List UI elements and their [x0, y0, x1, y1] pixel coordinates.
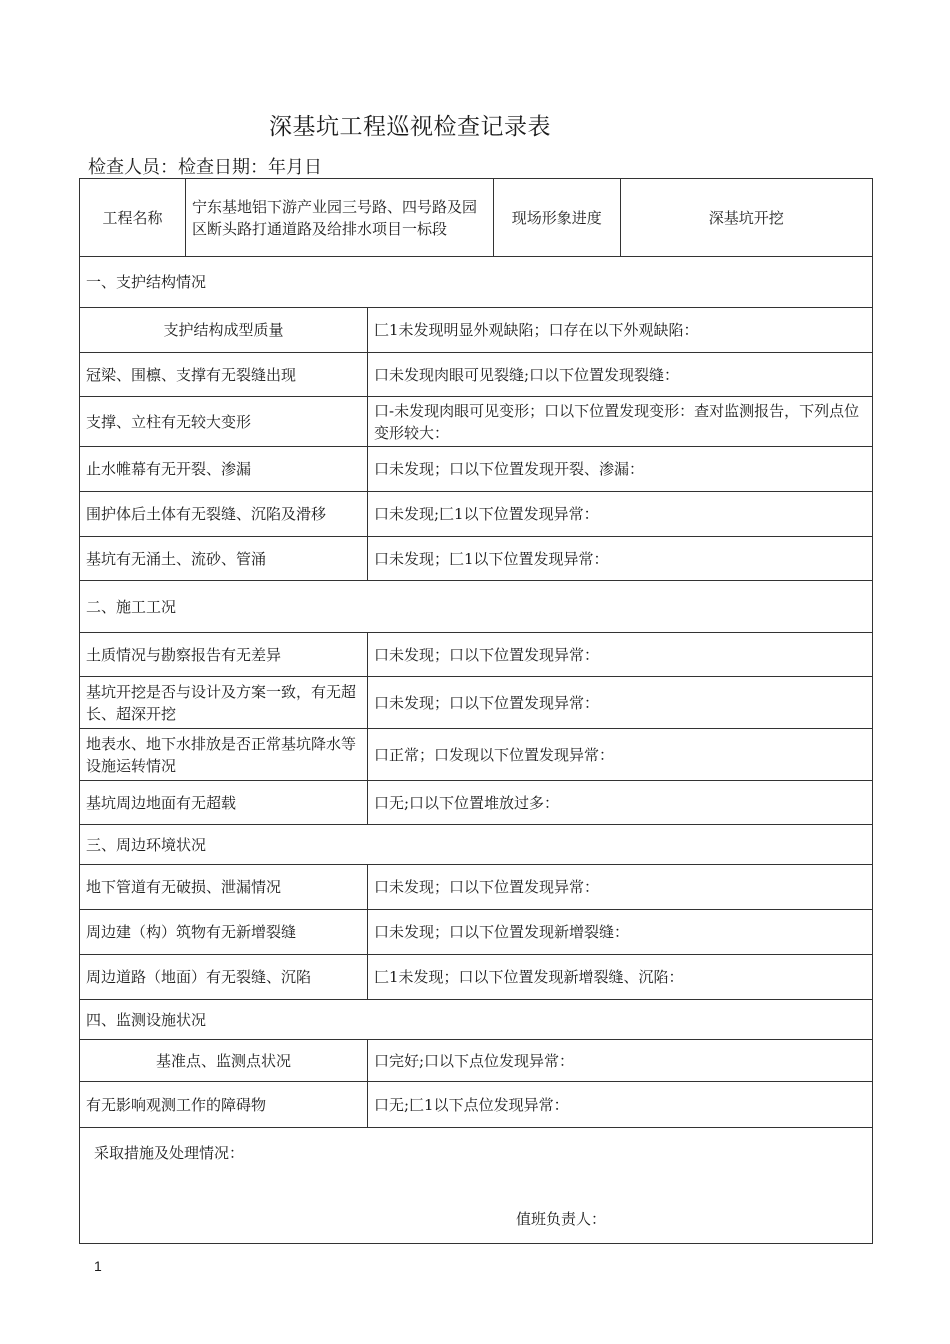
check-item: 有无影响观测工作的障碍物	[80, 1082, 368, 1128]
check-result[interactable]: 口未发现；口以下位置发现开裂、渗漏：	[368, 447, 873, 492]
check-result[interactable]: 口未发现;匚1以下位置发现异常：	[368, 492, 873, 537]
check-result[interactable]: 匚1未发现明显外观缺陷；口存在以下外观缺陷：	[368, 308, 873, 353]
section-heading: 四、监测设施状况	[80, 1000, 873, 1040]
check-result[interactable]: 口未发现；口以下位置发现异常：	[368, 633, 873, 677]
form-title: 深基坑工程巡视检查记录表	[269, 114, 551, 140]
section-heading: 一、支护结构情况	[80, 257, 873, 308]
measures-label: 采取措施及处理情况：	[94, 1143, 245, 1162]
check-item: 周边建（构）筑物有无新增裂缝	[80, 910, 368, 955]
inspector-date-line: 检查人员：检查日期：年月日	[88, 157, 322, 178]
section-heading: 二、施工工况	[80, 581, 873, 633]
measures-cell[interactable]	[80, 1128, 873, 1244]
check-item: 基坑周边地面有无超载	[80, 781, 368, 825]
check-result[interactable]: 口无;口以下位置堆放过多：	[368, 781, 873, 825]
check-result[interactable]: 口完好;口以下点位发现异常：	[368, 1040, 873, 1082]
check-result[interactable]: 口未发现；口以下位置发现新增裂缝：	[368, 910, 873, 955]
check-item: 地下管道有无破损、泄漏情况	[80, 865, 368, 910]
inspection-form-table	[79, 178, 873, 1244]
project-name: 宁东基地铝下游产业园三号路、四号路及园区断头路打通道路及给排水项目一标段	[186, 179, 494, 257]
check-item: 周边道路（地面）有无裂缝、沉陷	[80, 955, 368, 1000]
check-item: 地表水、地下水排放是否正常基坑降水等设施运转情况	[80, 729, 368, 781]
check-item: 土质情况与勘察报告有无差异	[80, 633, 368, 677]
progress-value: 深基坑开挖	[708, 208, 784, 227]
check-item: 冠梁、围檩、支撑有无裂缝出现	[80, 353, 368, 397]
check-item: 基坑开挖是否与设计及方案一致，有无超长、超深开挖	[80, 677, 368, 729]
duty-supervisor-signature: 值班负责人：	[516, 1209, 607, 1228]
section-heading: 三、周边环境状况	[80, 825, 873, 865]
page-number: 1	[94, 1258, 102, 1274]
check-item: 支撑、立柱有无较大变形	[80, 397, 368, 447]
check-result[interactable]: 口未发现；口以下位置发现异常：	[368, 677, 873, 729]
check-item: 基准点、监测点状况	[80, 1040, 368, 1082]
check-result[interactable]: 口无;匚1以下点位发现异常：	[368, 1082, 873, 1128]
check-result[interactable]: 匚1未发现；口以下位置发现新增裂缝、沉陷：	[368, 955, 873, 1000]
check-result[interactable]: 口未发现；口以下位置发现异常：	[368, 865, 873, 910]
check-result[interactable]: 口未发现；匚1以下位置发现异常：	[368, 537, 873, 581]
check-result[interactable]: 口正常；口发现以下位置发现异常：	[368, 729, 873, 781]
check-item: 围护体后土体有无裂缝、沉陷及滑移	[80, 492, 368, 537]
check-item: 基坑有无涌土、流砂、管涌	[80, 537, 368, 581]
project-label: 工程名称	[80, 179, 186, 257]
progress-label: 现场形象进度	[494, 179, 620, 256]
check-result[interactable]: 口未发现肉眼可见裂缝;口以下位置发现裂缝：	[368, 353, 873, 397]
check-item: 止水帷幕有无开裂、渗漏	[80, 447, 368, 492]
project-header-row	[80, 179, 873, 257]
check-item: 支护结构成型质量	[80, 308, 368, 353]
check-result[interactable]: 口-未发现肉眼可见变形；口以下位置发现变形：查对监测报告，下列点位变形较大：	[368, 397, 873, 447]
